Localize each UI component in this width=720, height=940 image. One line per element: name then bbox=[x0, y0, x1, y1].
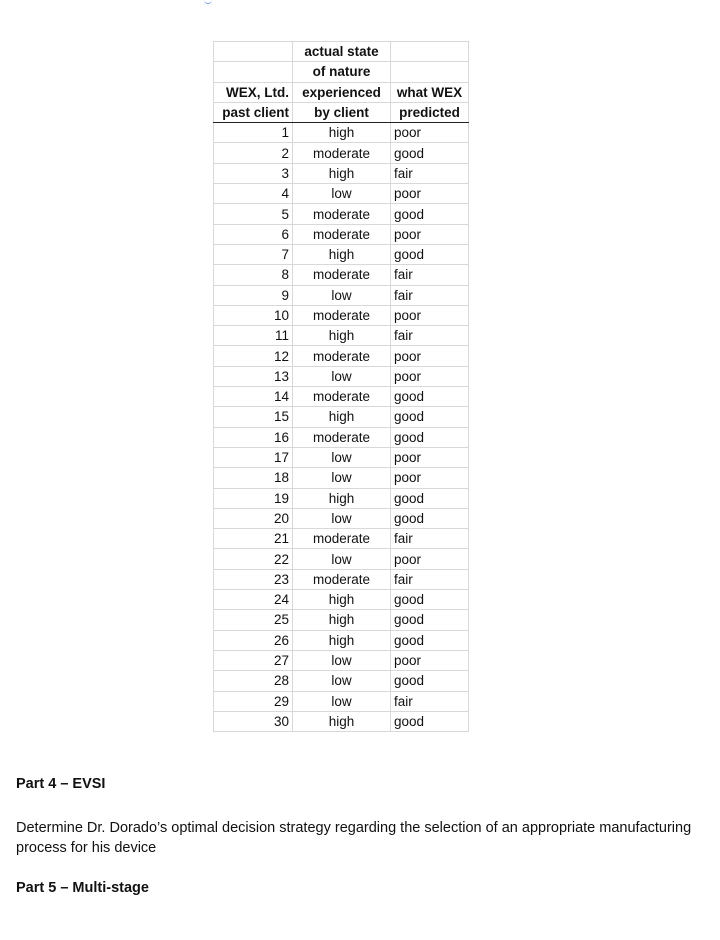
predicted-state-cell: good bbox=[391, 671, 469, 691]
actual-state-cell: high bbox=[293, 326, 391, 346]
actual-state-cell: low bbox=[293, 447, 391, 467]
actual-state-cell: low bbox=[293, 366, 391, 386]
column-header: by client bbox=[293, 102, 391, 122]
table-row bbox=[214, 508, 469, 528]
predicted-state-cell: good bbox=[391, 590, 469, 610]
client-number-cell: 17 bbox=[214, 447, 293, 467]
table-row bbox=[214, 184, 469, 204]
client-number-cell: 28 bbox=[214, 671, 293, 691]
actual-state-cell: low bbox=[293, 650, 391, 670]
client-number-cell: 9 bbox=[214, 285, 293, 305]
predicted-state-cell: fair bbox=[391, 569, 469, 589]
client-number-cell: 13 bbox=[214, 366, 293, 386]
table-row bbox=[214, 569, 469, 589]
actual-state-cell: low bbox=[293, 468, 391, 488]
client-number-cell: 27 bbox=[214, 650, 293, 670]
predicted-state-cell: fair bbox=[391, 326, 469, 346]
actual-state-cell: low bbox=[293, 549, 391, 569]
predicted-state-cell: good bbox=[391, 508, 469, 528]
actual-state-cell: moderate bbox=[293, 143, 391, 163]
table-row bbox=[214, 671, 469, 691]
actual-state-cell: high bbox=[293, 711, 391, 731]
actual-state-cell: high bbox=[293, 407, 391, 427]
client-number-cell: 2 bbox=[214, 143, 293, 163]
client-number-cell: 29 bbox=[214, 691, 293, 711]
actual-state-cell: moderate bbox=[293, 204, 391, 224]
predicted-state-cell: poor bbox=[391, 123, 469, 143]
table-row bbox=[214, 285, 469, 305]
actual-state-cell: low bbox=[293, 285, 391, 305]
table-row bbox=[214, 366, 469, 386]
client-number-cell: 23 bbox=[214, 569, 293, 589]
actual-state-cell: low bbox=[293, 184, 391, 204]
client-number-cell: 24 bbox=[214, 590, 293, 610]
client-number-cell: 11 bbox=[214, 326, 293, 346]
actual-state-cell: high bbox=[293, 590, 391, 610]
column-header: experienced bbox=[293, 82, 391, 102]
predicted-state-cell: poor bbox=[391, 549, 469, 569]
client-number-cell: 26 bbox=[214, 630, 293, 650]
predicted-state-cell: good bbox=[391, 630, 469, 650]
predicted-state-cell: poor bbox=[391, 224, 469, 244]
client-number-cell: 10 bbox=[214, 305, 293, 325]
actual-state-cell: moderate bbox=[293, 346, 391, 366]
client-number-cell: 6 bbox=[214, 224, 293, 244]
predicted-state-cell: fair bbox=[391, 529, 469, 549]
predicted-state-cell: good bbox=[391, 407, 469, 427]
table-row bbox=[214, 224, 469, 244]
actual-state-cell: moderate bbox=[293, 387, 391, 407]
table-row bbox=[214, 691, 469, 711]
column-header: predicted bbox=[391, 102, 469, 122]
predicted-state-cell: fair bbox=[391, 265, 469, 285]
actual-state-cell: low bbox=[293, 691, 391, 711]
client-number-cell: 19 bbox=[214, 488, 293, 508]
table-row bbox=[214, 407, 469, 427]
predicted-state-cell: poor bbox=[391, 346, 469, 366]
header-row bbox=[214, 42, 469, 62]
actual-state-cell: high bbox=[293, 244, 391, 264]
actual-state-cell: high bbox=[293, 163, 391, 183]
client-number-cell: 15 bbox=[214, 407, 293, 427]
table-row bbox=[214, 549, 469, 569]
table-row bbox=[214, 650, 469, 670]
table-row bbox=[214, 244, 469, 264]
predicted-state-cell: fair bbox=[391, 691, 469, 711]
predicted-state-cell: poor bbox=[391, 366, 469, 386]
predicted-state-cell: fair bbox=[391, 163, 469, 183]
column-header bbox=[391, 42, 469, 62]
table-row bbox=[214, 427, 469, 447]
actual-state-cell: moderate bbox=[293, 427, 391, 447]
client-number-cell: 30 bbox=[214, 711, 293, 731]
predicted-state-cell: good bbox=[391, 711, 469, 731]
predicted-state-cell: good bbox=[391, 488, 469, 508]
column-header bbox=[391, 62, 469, 82]
client-number-cell: 1 bbox=[214, 123, 293, 143]
client-number-cell: 16 bbox=[214, 427, 293, 447]
actual-state-cell: low bbox=[293, 671, 391, 691]
client-number-cell: 25 bbox=[214, 610, 293, 630]
client-number-cell: 5 bbox=[214, 204, 293, 224]
actual-state-cell: low bbox=[293, 508, 391, 528]
client-prediction-table bbox=[213, 41, 469, 732]
client-number-cell: 8 bbox=[214, 265, 293, 285]
client-number-cell: 7 bbox=[214, 244, 293, 264]
table-row bbox=[214, 488, 469, 508]
header-row bbox=[214, 102, 469, 122]
client-number-cell: 20 bbox=[214, 508, 293, 528]
table-row bbox=[214, 387, 469, 407]
table-row bbox=[214, 123, 469, 143]
predicted-state-cell: good bbox=[391, 387, 469, 407]
actual-state-cell: moderate bbox=[293, 529, 391, 549]
table-row bbox=[214, 610, 469, 630]
header-row bbox=[214, 82, 469, 102]
predicted-state-cell: good bbox=[391, 143, 469, 163]
column-header: past client bbox=[214, 102, 293, 122]
column-header bbox=[214, 62, 293, 82]
table-row bbox=[214, 346, 469, 366]
table-row bbox=[214, 143, 469, 163]
actual-state-cell: moderate bbox=[293, 569, 391, 589]
column-header: of nature bbox=[293, 62, 391, 82]
actual-state-cell: moderate bbox=[293, 305, 391, 325]
table-row bbox=[214, 529, 469, 549]
client-number-cell: 14 bbox=[214, 387, 293, 407]
cursor-mark-icon bbox=[204, 0, 212, 4]
predicted-state-cell: poor bbox=[391, 184, 469, 204]
client-number-cell: 21 bbox=[214, 529, 293, 549]
table-row bbox=[214, 326, 469, 346]
column-header bbox=[214, 42, 293, 62]
client-number-cell: 22 bbox=[214, 549, 293, 569]
table-row bbox=[214, 468, 469, 488]
client-number-cell: 12 bbox=[214, 346, 293, 366]
actual-state-cell: high bbox=[293, 610, 391, 630]
table-row bbox=[214, 265, 469, 285]
column-header: actual state bbox=[293, 42, 391, 62]
predicted-state-cell: good bbox=[391, 427, 469, 447]
predicted-state-cell: poor bbox=[391, 468, 469, 488]
table-row bbox=[214, 711, 469, 731]
table-row bbox=[214, 630, 469, 650]
table-body bbox=[214, 42, 469, 732]
client-number-cell: 3 bbox=[214, 163, 293, 183]
actual-state-cell: moderate bbox=[293, 224, 391, 244]
part4-text: Determine Dr. Dorado’s optimal decision strategy regarding the selection of an appropriate manufacturing process for his device bbox=[16, 820, 692, 856]
predicted-state-cell: good bbox=[391, 244, 469, 264]
actual-state-cell: high bbox=[293, 488, 391, 508]
predicted-state-cell: poor bbox=[391, 305, 469, 325]
table-row bbox=[214, 204, 469, 224]
predicted-state-cell: poor bbox=[391, 447, 469, 467]
table-row bbox=[214, 590, 469, 610]
table-row bbox=[214, 447, 469, 467]
predicted-state-cell: good bbox=[391, 610, 469, 630]
table-row bbox=[214, 305, 469, 325]
client-number-cell: 4 bbox=[214, 184, 293, 204]
client-number-cell: 18 bbox=[214, 468, 293, 488]
table-row bbox=[214, 163, 469, 183]
predicted-state-cell: poor bbox=[391, 650, 469, 670]
header-row bbox=[214, 62, 469, 82]
column-header: WEX, Ltd. bbox=[214, 82, 293, 102]
part4-heading: Part 4 – EVSI bbox=[16, 776, 106, 792]
column-header: what WEX bbox=[391, 82, 469, 102]
predicted-state-cell: fair bbox=[391, 285, 469, 305]
predicted-state-cell: good bbox=[391, 204, 469, 224]
actual-state-cell: high bbox=[293, 123, 391, 143]
part5-heading: Part 5 – Multi-stage bbox=[16, 880, 149, 896]
actual-state-cell: moderate bbox=[293, 265, 391, 285]
actual-state-cell: high bbox=[293, 630, 391, 650]
